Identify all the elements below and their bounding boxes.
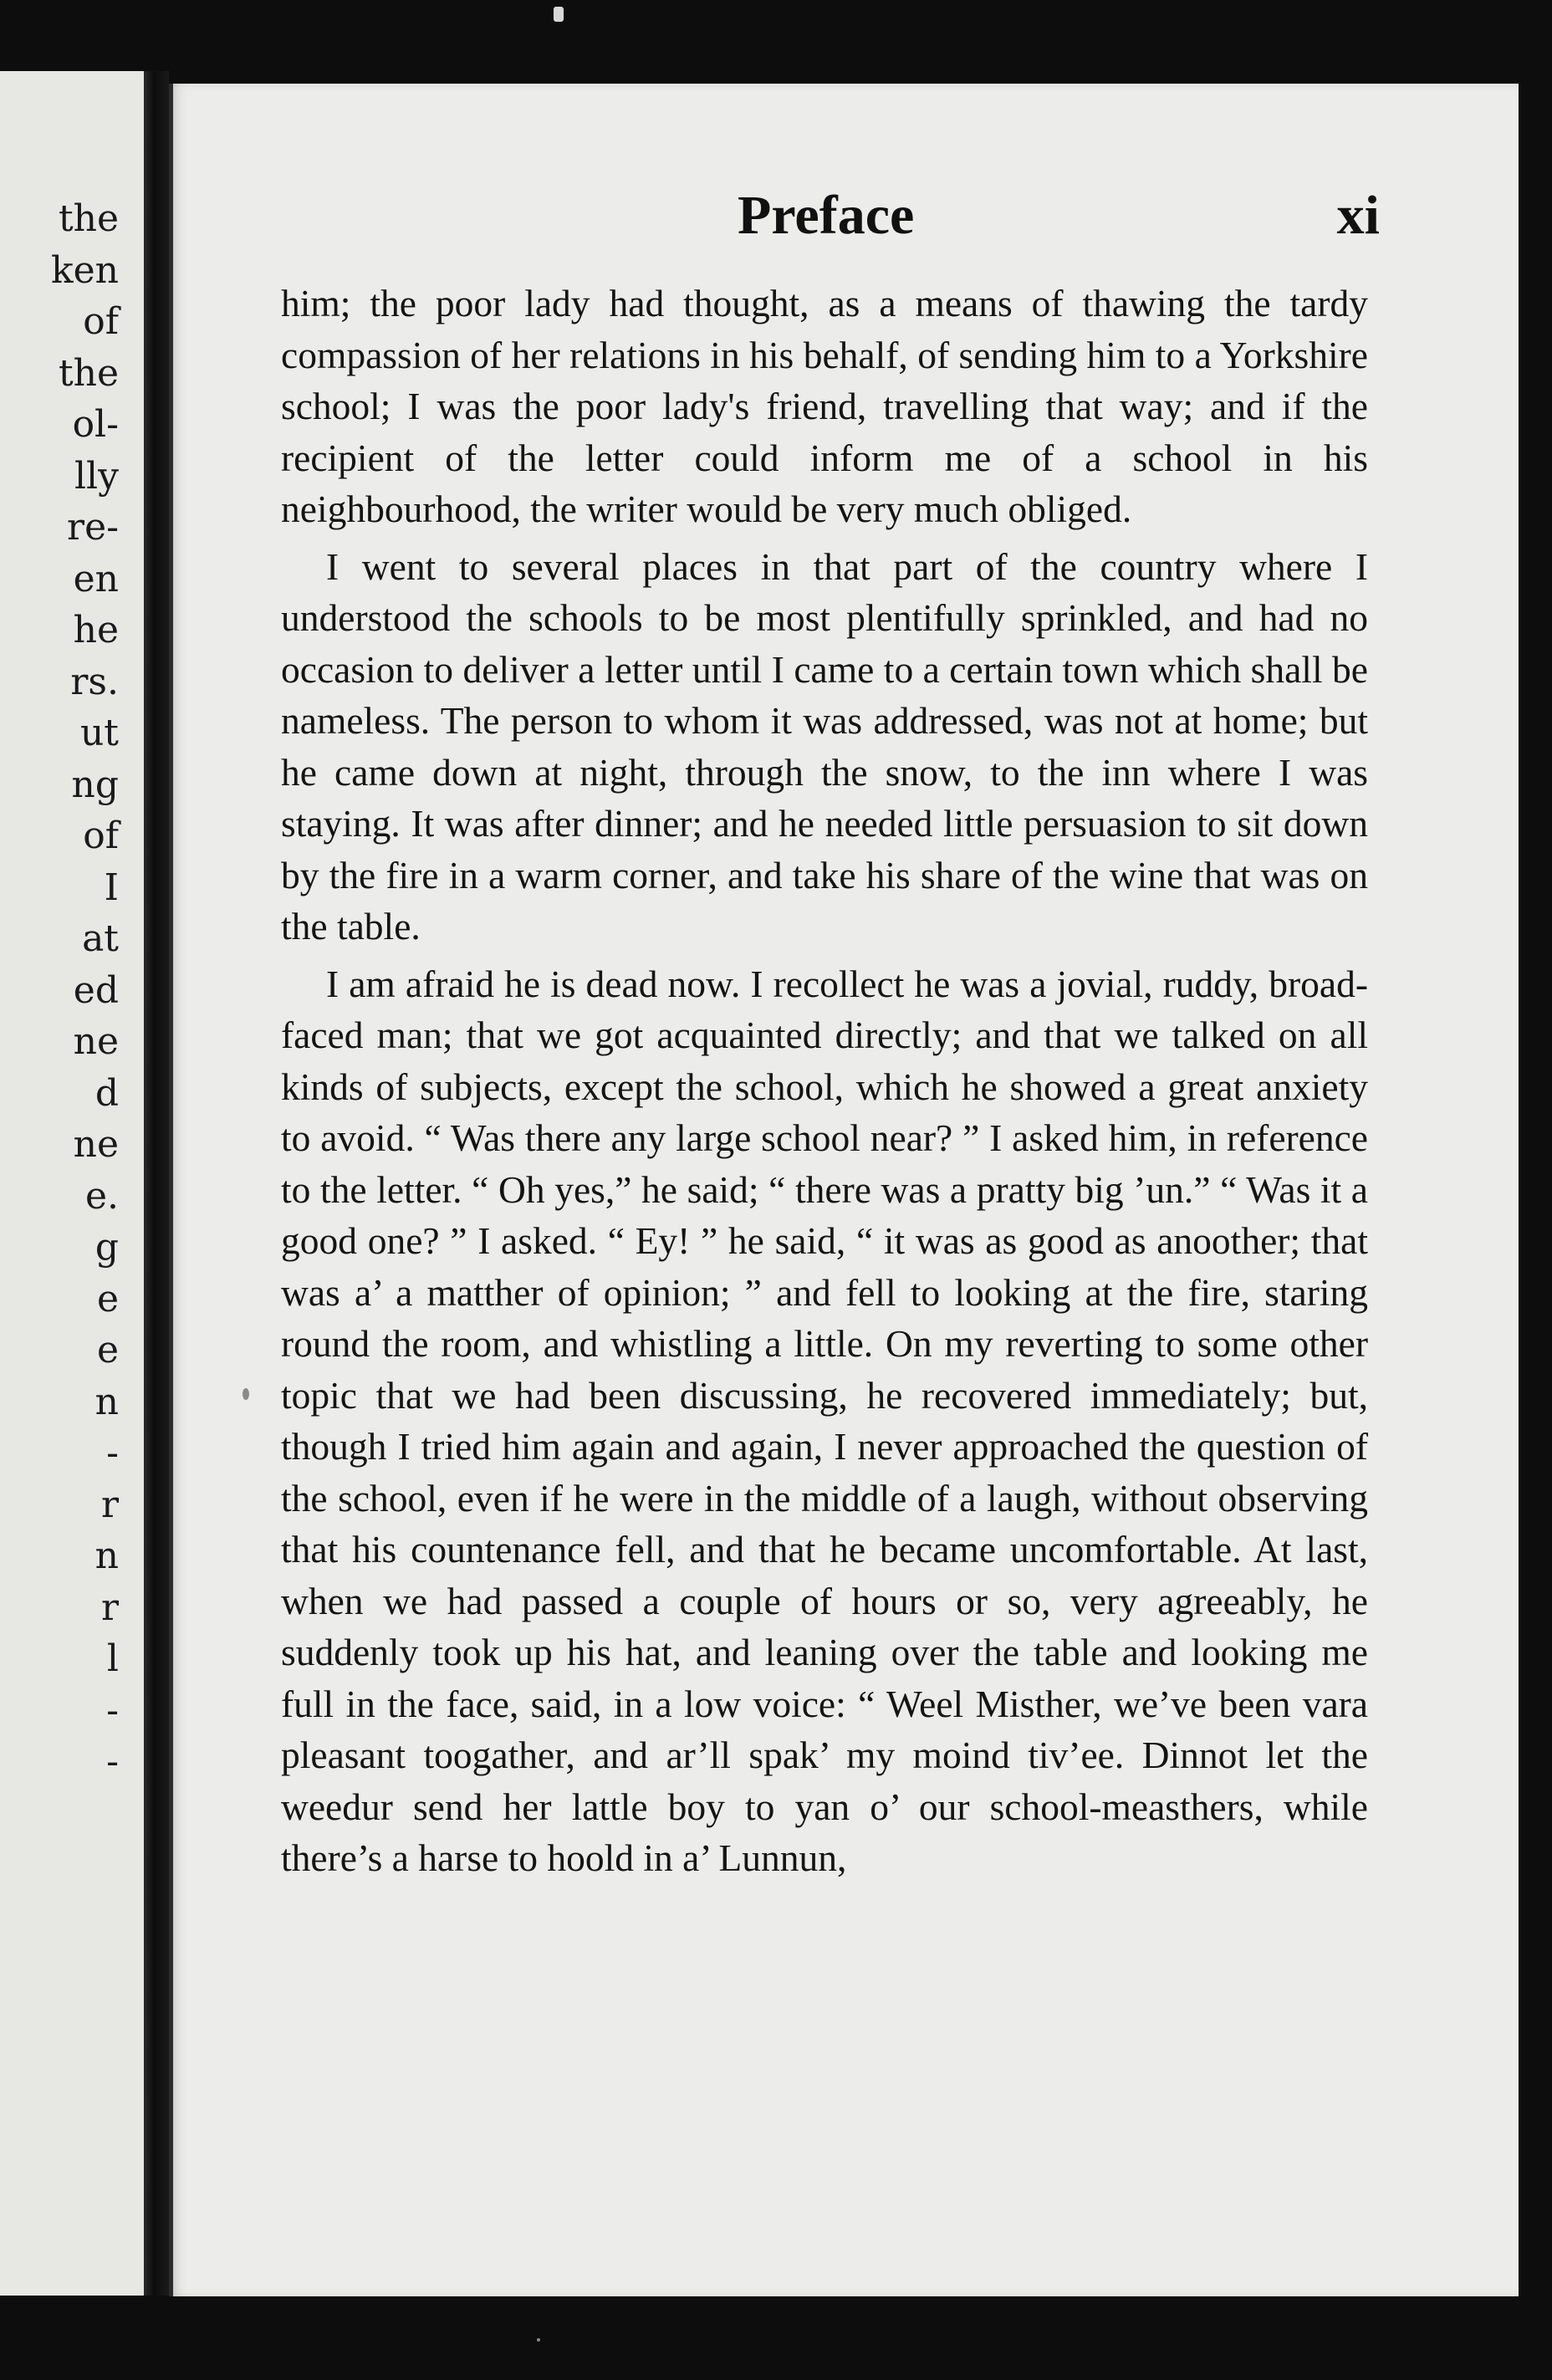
previous-page-line-fragment: r <box>100 1483 119 1526</box>
paragraph: I am afraid he is dead now. I recollect he was a jovial, ruddy, broad-faced man; that we got acquainted directly; and that we talked on all kinds of subjects, except the school, which he showed a great anxiety to avoid. “ Was there any large school near? ” I asked him, in reference to the letter. “ Oh yes,” he said; “ there was a pratty big ’un.” “ Was it a good one? ” I asked. “ Ey! ” he said, “ it was as good as anoother; that was a’ a matther of opinion; ” and fell to looking at the fire, staring round the room, and whistling a little. On my reverting to some other topic that we had been discussing, he recovered immediately; but, though I tried him again and again, I never approached the question of the school, even if he were in the middle of a laugh, without observing that his countenance fell, and that he became uncomfortable. At last, when we had passed a couple of hours or so, very agreeably, he suddenly took up his hat, and leaning over the table and looking me full in the face, said, in a low voice: “ Weel Misther, we’ve been vara pleasant toogather, and ar’ll spak’ my moind tiv’ee. Dinnot let the weedur send her lattle boy to yan o’ our school-measthers, while there’s a harse to hoold in a’ Lunnun, <box>281 962 1368 1879</box>
paragraph: I went to several places in that part of the country where I understood the schools to be most plentifully sprinkled, and had no occasion to deliver a letter until I came to a certain town which shall be nameless. The person to whom it was addressed, was not at home; but he came down at night, through the snow, to the inn where I was staying. It was after dinner; and he needed little persuasion to sit down by the fire in a warm corner, and take his share of the wine that was on the table. <box>281 544 1368 947</box>
previous-page-line-fragment: rs. <box>70 660 119 703</box>
previous-page-line-fragment: at <box>82 917 119 960</box>
previous-page-line-fragment: g <box>94 1226 119 1269</box>
previous-page-line-fragment: n <box>94 1380 119 1423</box>
previous-page-line-fragment: e <box>96 1277 119 1320</box>
paragraph-continued: him; the poor lady had thought, as a means of thawing the tardy compassion of her relations in his behalf, of sending him to a Yorkshire school; I was the poor lady's friend, travelling that way; and if the recipient of the letter could inform me of a school in his neighbourhood, the writer would be very much obliged. <box>281 282 1368 530</box>
previous-page-line-fragment: ne <box>73 1020 119 1063</box>
running-head <box>169 182 1519 249</box>
previous-page-line-fragment: ng <box>71 763 119 806</box>
previous-page-line-fragment: the <box>58 197 119 240</box>
previous-page-line-fragment: the <box>58 351 119 395</box>
previous-page-line-fragment: ed <box>73 968 119 1012</box>
previous-page-line-fragment: I <box>104 866 119 909</box>
previous-page-line-fragment: - <box>106 1740 119 1783</box>
previous-page-line-fragment: r <box>100 1586 119 1629</box>
book-page <box>169 84 1519 2296</box>
previous-page-line-fragment: - <box>106 1432 119 1474</box>
previous-page-line-fragment: ol- <box>72 403 119 446</box>
scan-artifact <box>554 7 564 22</box>
previous-page-line-fragment: d <box>94 1071 119 1115</box>
page-edge-line <box>169 84 173 2296</box>
page-number: xi <box>1336 185 1380 246</box>
previous-page-line-fragment: ken <box>50 248 119 292</box>
previous-page-line-fragment: re- <box>67 506 119 549</box>
previous-page-line-fragment: - <box>106 1688 119 1732</box>
previous-page-line-fragment: l <box>106 1637 119 1680</box>
previous-page-line-fragment: n <box>94 1535 119 1577</box>
page-title: Preface <box>738 185 915 246</box>
previous-page-line-fragment: of <box>83 815 119 857</box>
previous-page-line-fragment: ut <box>79 712 119 754</box>
previous-page-edge <box>0 71 144 2296</box>
previous-page-line-fragment: of <box>83 300 119 343</box>
previous-page-line-fragment: he <box>73 609 119 651</box>
book-gutter <box>144 71 169 2296</box>
body-text <box>281 278 1368 1890</box>
previous-page-line-fragment: e. <box>84 1174 119 1218</box>
previous-page-line-fragment: en <box>73 557 119 600</box>
ink-speck <box>242 1388 249 1400</box>
previous-page-line-fragment: e <box>96 1329 119 1371</box>
ink-speck <box>537 2338 540 2342</box>
previous-page-line-fragment: ne <box>73 1123 119 1166</box>
previous-page-line-fragment: lly <box>74 454 119 498</box>
